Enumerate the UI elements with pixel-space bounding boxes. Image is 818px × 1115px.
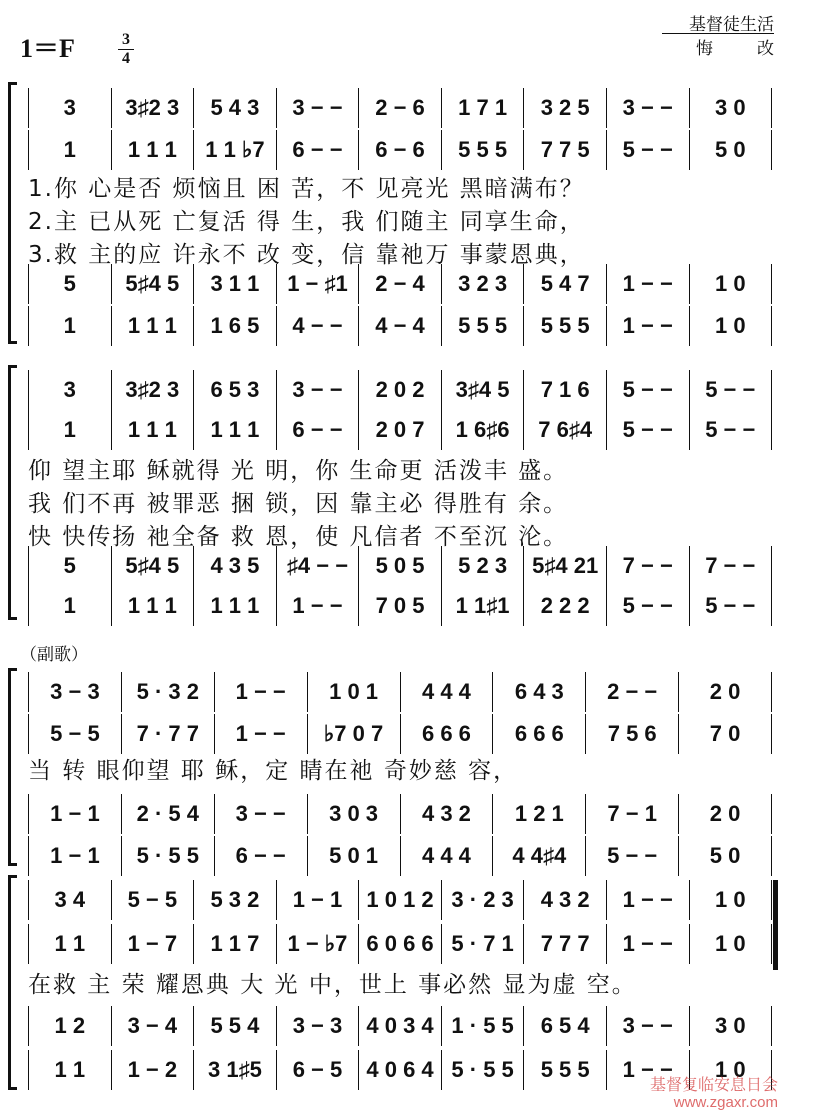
measure: 1 − 1 (29, 794, 122, 834)
measure: 5 5 5 (442, 306, 525, 346)
measure: 4 4♯4 (493, 836, 586, 876)
staff-line (28, 714, 772, 754)
measure: 5 5 4 (194, 1006, 277, 1046)
upper-voice-row (28, 88, 772, 128)
measure: 1 1 (29, 1050, 112, 1090)
system-bracket-2 (8, 365, 17, 620)
measure: 5 − − (607, 586, 690, 626)
measure: 3 − − (607, 88, 690, 128)
measure: 1 − − (607, 1050, 690, 1090)
measure: 5 5 5 (524, 1050, 607, 1090)
measure: 1 − − (607, 880, 690, 920)
measure: 1 − − (607, 306, 690, 346)
measure: 4 3 5 (194, 546, 277, 586)
measure: 7 − − (705, 553, 756, 578)
measure: 5 − − (705, 593, 756, 618)
system-bracket-3 (8, 668, 17, 866)
staff-line (28, 672, 772, 712)
final-barline (773, 880, 778, 970)
measure: 1 (29, 130, 112, 170)
staff-line (28, 836, 772, 876)
staff-line (28, 586, 772, 626)
measure: 1 1 1 (112, 130, 195, 170)
measure: 5 3 2 (194, 880, 277, 920)
measure: 4 3 2 (524, 880, 607, 920)
credit-label: 悔改 (696, 39, 818, 59)
lyric-line: 3.救 主的应 许永不 改 变，信 靠祂万 事蒙恩典， (28, 242, 585, 268)
measure: 4 0 3 4 (359, 1006, 442, 1046)
measure: 5 4 3 (194, 88, 277, 128)
measure: 1 (29, 410, 112, 450)
lower-voice-row (28, 130, 772, 170)
lower-voice-row-2 (28, 836, 772, 876)
measure: 5 5 5 (524, 306, 607, 346)
upper-voice-row-2 (28, 264, 772, 304)
measure: 1 − 2 (112, 1050, 195, 1090)
upper-voice-row (28, 880, 772, 920)
measure: 3 0 3 (308, 794, 401, 834)
staff-line (28, 880, 772, 920)
staff-line (28, 410, 772, 450)
measure: 1 − − (215, 672, 308, 712)
measure: 1 1 7 (194, 924, 277, 964)
measure: 1 1 1 (194, 586, 277, 626)
measure: 1 0 (714, 1057, 746, 1082)
measure: 1 0 (714, 931, 746, 956)
measure: 4 − − (277, 306, 360, 346)
measure: 3 − − (277, 370, 360, 410)
staff-line (28, 924, 772, 964)
measure: 6 0 6 6 (359, 924, 442, 964)
staff-line (28, 264, 772, 304)
measure: 7 1 6 (524, 370, 607, 410)
measure: 5 0 (709, 843, 741, 868)
lyric-line: 当 转 眼仰望 耶 稣，定 睛在祂 奇妙慈 容， (28, 758, 519, 784)
system-bracket-4 (8, 875, 17, 1090)
measure: 3♯2 3 (112, 88, 195, 128)
measure: 1 1 1 (112, 410, 195, 450)
measure: 5 0 (714, 137, 746, 162)
measure: 6 − − (277, 410, 360, 450)
measure: 1 − 7 (112, 924, 195, 964)
measure: 6 4 3 (493, 672, 586, 712)
measure: 5 0 5 (359, 546, 442, 586)
staff-line (28, 546, 772, 586)
measure: 6 5 3 (194, 370, 277, 410)
measure: 5 (29, 264, 112, 304)
measure: 5 − − (586, 836, 679, 876)
measure: 4 − 4 (359, 306, 442, 346)
measure: 3 − − (215, 794, 308, 834)
measure: 3 0 (714, 95, 746, 120)
lower-voice-row (28, 714, 772, 754)
measure: 5 5 5 (442, 130, 525, 170)
measure: 3 − − (277, 88, 360, 128)
measure: 6 − 5 (277, 1050, 360, 1090)
measure: ♯4 − − (277, 546, 360, 586)
upper-voice-row-2 (28, 794, 772, 834)
measure: 1 0 (714, 313, 746, 338)
key-signature: 1＝F (20, 34, 75, 63)
measure: 7 0 (709, 721, 741, 746)
time-signature-top: 3 (122, 31, 130, 48)
measure: 1 6♯6 (442, 410, 525, 450)
measure: 7 − − (607, 546, 690, 586)
system-bracket-1 (8, 82, 17, 344)
measure: 5♯4 5 (112, 546, 195, 586)
staff-line (28, 130, 772, 170)
measure: 1 0 (714, 271, 746, 296)
measure: 2 0 (709, 679, 741, 704)
measure: 3 2 3 (442, 264, 525, 304)
staff-line (28, 88, 772, 128)
measure: 4 4 4 (401, 836, 494, 876)
measure: ♭7 0 7 (308, 714, 401, 754)
measure: 3♯4 5 (442, 370, 525, 410)
measure: 1 · 5 5 (442, 1006, 525, 1046)
measure: 1 − 1 (277, 880, 360, 920)
measure: 1 7 1 (442, 88, 525, 128)
lyric-line: 我 们不再 被罪恶 捆 锁，因 靠主必 得胜有 余。 (28, 491, 569, 517)
measure: 7 · 7 7 (122, 714, 215, 754)
measure: 5 − − (705, 417, 756, 442)
measure: 5 · 3 2 (122, 672, 215, 712)
measure: 5 4 7 (524, 264, 607, 304)
time-signature-bottom: 4 (122, 50, 130, 67)
measure: 2 2 2 (524, 586, 607, 626)
measure: 4 3 2 (401, 794, 494, 834)
measure: 1 − − (215, 714, 308, 754)
measure: 1 6 5 (194, 306, 277, 346)
lyric-line: 2.主 已从死 亡复活 得 生，我 们随主 同享生命， (28, 209, 585, 235)
measure: 3 (29, 88, 112, 128)
measure: 3 − − (607, 1006, 690, 1046)
measure: 5 · 5 5 (122, 836, 215, 876)
measure: 5 2 3 (442, 546, 525, 586)
measure: 3 1 1 (194, 264, 277, 304)
measure: 1 − 1 (29, 836, 122, 876)
lyric-line: 快 快传扬 祂全备 救 恩，使 凡信者 不至沉 沦。 (28, 524, 569, 550)
measure: 1 − − (277, 586, 360, 626)
lyric-line: 1.你 心是否 烦恼且 困 苦，不 见亮光 黑暗满布？ (28, 176, 585, 202)
measure: 7 5 6 (586, 714, 679, 754)
chorus-label: （副歌） (20, 645, 88, 665)
credit-source: 基督徒生活 (689, 15, 774, 35)
measure: 3 · 2 3 (442, 880, 525, 920)
measure: 2 − 6 (359, 88, 442, 128)
measure: 2 0 2 (359, 370, 442, 410)
measure: 3 − 4 (112, 1006, 195, 1046)
measure: 3 1♯5 (194, 1050, 277, 1090)
measure: 3 − 3 (29, 672, 122, 712)
lyric-line: 仰 望主耶 稣就得 光 明，你 生命更 活泼丰 盛。 (28, 458, 569, 484)
measure: 3 2 5 (524, 88, 607, 128)
lower-voice-row (28, 924, 772, 964)
upper-voice-row-2 (28, 546, 772, 586)
measure: 1 1 1 (112, 306, 195, 346)
measure: 5 · 7 1 (442, 924, 525, 964)
measure: 4 4 4 (401, 672, 494, 712)
measure: 1 1 (29, 924, 112, 964)
measure: 2 − 4 (359, 264, 442, 304)
measure: 6 5 4 (524, 1006, 607, 1046)
measure: 7 6♯4 (524, 410, 607, 450)
measure: 7 − 1 (586, 794, 679, 834)
measure: 5 0 1 (308, 836, 401, 876)
measure: 1 2 (29, 1006, 112, 1046)
measure: 6 − 6 (359, 130, 442, 170)
measure: 1 1♯1 (442, 586, 525, 626)
measure: 2 0 (709, 801, 741, 826)
measure: 3♯2 3 (112, 370, 195, 410)
measure: 6 6 6 (401, 714, 494, 754)
measure: 1 1 1 (112, 586, 195, 626)
watermark-url: www.zgaxr.com (673, 1094, 778, 1111)
measure: 1 2 1 (493, 794, 586, 834)
upper-voice-row-2 (28, 1006, 772, 1046)
measure: 1 (29, 586, 112, 626)
measure: 4 0 6 4 (359, 1050, 442, 1090)
measure: 5 − 5 (112, 880, 195, 920)
measure: 3 (29, 370, 112, 410)
measure: 2 0 7 (359, 410, 442, 450)
staff-line (28, 794, 772, 834)
measure: 3 4 (29, 880, 112, 920)
measure: 5 − 5 (29, 714, 122, 754)
measure: 7 7 5 (524, 130, 607, 170)
measure: 6 6 6 (493, 714, 586, 754)
measure: 1 0 1 2 (359, 880, 442, 920)
measure: 1 − − (607, 924, 690, 964)
measure: 3 − 3 (277, 1006, 360, 1046)
measure: 6 − − (215, 836, 308, 876)
measure: 5 − − (607, 370, 690, 410)
measure: 1 1 1 (194, 410, 277, 450)
staff-line (28, 306, 772, 346)
upper-voice-row (28, 370, 772, 410)
upper-voice-row (28, 672, 772, 712)
measure: 1 0 1 (308, 672, 401, 712)
measure: 5 (29, 546, 112, 586)
staff-line (28, 370, 772, 410)
lower-voice-row-2 (28, 306, 772, 346)
watermark-text: 基督复临安息日会 (649, 1075, 778, 1094)
lyric-line: 在救 主 荣 耀恩典 大 光 中，世上 事必然 显为虚 空。 (28, 972, 637, 998)
measure: 6 − − (277, 130, 360, 170)
lower-voice-row (28, 410, 772, 450)
measure: 5 − − (607, 410, 690, 450)
measure: 7 7 7 (524, 924, 607, 964)
measure: 5♯4 5 (112, 264, 195, 304)
lower-voice-row-2 (28, 586, 772, 626)
measure: 1 − ♭7 (277, 924, 360, 964)
measure: 1 − − (607, 264, 690, 304)
measure: 1 (29, 306, 112, 346)
staff-line (28, 1006, 772, 1046)
measure: 5 · 5 5 (442, 1050, 525, 1090)
measure: 1 1 ♭7 (194, 130, 277, 170)
measure: 1 0 (714, 887, 746, 912)
measure: 1 − ♯1 (277, 264, 360, 304)
measure: 5 − − (705, 377, 756, 402)
measure: 2 · 5 4 (122, 794, 215, 834)
measure: 5♯4 21 (524, 546, 607, 586)
measure: 2 − − (586, 672, 679, 712)
measure: 7 0 5 (359, 586, 442, 626)
time-signature (118, 32, 134, 67)
measure: 5 − − (607, 130, 690, 170)
measure: 3 0 (714, 1013, 746, 1038)
